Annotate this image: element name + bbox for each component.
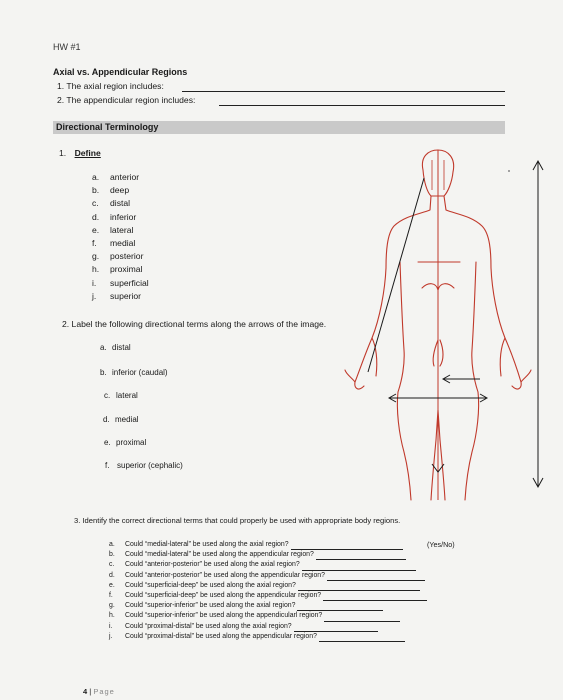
identify-item-key: c.	[109, 561, 115, 569]
identify-answer-blank[interactable]	[302, 563, 416, 571]
identify-answer-blank[interactable]	[316, 552, 406, 560]
identify-item	[109, 601, 427, 611]
define-term-text: superior	[110, 290, 142, 301]
identify-answer-blank[interactable]	[327, 573, 425, 581]
identify-item	[109, 560, 427, 570]
identify-item-text: Could “superior-inferior” be used along the appendicularl region?	[125, 612, 323, 620]
identify-item-text: Could “anterior-posterior” be used along the axial region?	[125, 561, 300, 569]
identify-item-text: Could “medial-lateral” be used along the axial region?	[125, 541, 289, 548]
identify-item	[109, 571, 427, 581]
label-term-key: f.	[105, 461, 110, 470]
page-separator: |	[89, 687, 92, 696]
identify-item-key: h.	[109, 612, 115, 620]
identify-item-key: j.	[109, 632, 113, 640]
yes-no-header: (Yes/No)	[427, 540, 455, 549]
identify-item-text: Could “proximal-distal” be used along the appendicular region?	[125, 632, 317, 640]
define-term-key: j.	[92, 290, 97, 301]
define-term-text: medial	[110, 238, 136, 249]
define-term-text: posterior	[110, 251, 144, 262]
identify-item-text: Could “superficial-deep” be used along the axial region?	[125, 581, 296, 589]
identify-item-text: Could “medial-lateral” be used along the appendicular region?	[125, 551, 314, 559]
page-number: 4	[83, 687, 88, 696]
define-term-key: c.	[92, 198, 99, 209]
define-term-key: f.	[92, 238, 97, 249]
label-question: 2. Label the following directional terms along the arrows of the image.	[62, 319, 327, 329]
label-term-key: e.	[104, 438, 111, 447]
identify-answer-blank[interactable]	[319, 634, 405, 642]
axial-question: 1. The axial region includes:	[57, 81, 164, 91]
identify-item-text: Could “proximal-distal” be used along the axial region?	[125, 622, 292, 630]
homework-title: HW #1	[53, 42, 81, 52]
define-term-text: superficial	[110, 277, 149, 288]
page-footer	[83, 687, 115, 696]
label-term-text: superior (cephalic)	[117, 461, 183, 470]
identify-answer-blank[interactable]	[291, 542, 403, 550]
identify-item-key: f.	[109, 592, 113, 600]
define-term-key: a.	[92, 172, 100, 182]
define-number: 1.	[59, 148, 67, 158]
identify-item	[109, 540, 427, 550]
identify-item	[109, 622, 427, 632]
label-term-key: c.	[104, 391, 111, 400]
define-term-text: distal	[110, 198, 131, 209]
identify-item-key: a.	[109, 541, 115, 548]
define-label: Define	[74, 148, 101, 158]
identify-item-text: Could “superior-inferior” be used along the axial region?	[125, 602, 296, 610]
page-word: Page	[93, 687, 115, 696]
identify-item-key: b.	[109, 551, 115, 559]
define-term-text: lateral	[110, 224, 134, 235]
define-term-key: d.	[92, 211, 100, 222]
define-term-text: inferior	[110, 211, 137, 222]
identify-item	[109, 632, 427, 642]
define-term-text: deep	[110, 185, 130, 196]
identify-item-list	[109, 540, 427, 642]
identify-item-key: d.	[109, 571, 115, 579]
label-term-key: d.	[103, 415, 110, 424]
label-term-key: a.	[100, 343, 107, 352]
identify-item	[109, 581, 427, 591]
define-term-key: e.	[92, 224, 100, 235]
define-term-key: i.	[92, 277, 97, 288]
label-term-text: proximal	[116, 438, 147, 447]
identify-question: 3. Identify the correct directional terms that could properly be used with appropriate body regions.	[74, 516, 401, 525]
label-term-text: medial	[115, 415, 139, 424]
identify-answer-blank[interactable]	[297, 603, 383, 611]
define-term-key: b.	[92, 185, 100, 196]
identify-item-key: g.	[109, 602, 115, 610]
directional-terminology-heading: Directional Terminology	[56, 122, 159, 132]
define-term-text: proximal	[110, 264, 143, 275]
identify-item	[109, 591, 427, 601]
identify-answer-blank[interactable]	[324, 614, 400, 622]
identify-item-text: Could “superficial-deep” be used along the appendicular region?	[125, 592, 322, 600]
define-term-key: g.	[92, 251, 100, 262]
axial-appendicular-heading: Axial vs. Appendicular Regions	[53, 67, 188, 77]
label-term-key: b.	[100, 368, 107, 377]
identify-item-key: i.	[109, 622, 113, 630]
identify-item	[109, 550, 427, 560]
label-term-text: inferior (caudal)	[112, 368, 168, 377]
define-term-text: anterior	[110, 172, 140, 182]
identify-answer-blank[interactable]	[298, 583, 420, 591]
identify-answer-blank[interactable]	[323, 593, 427, 601]
identify-item-text: Could “anterior-posterior” be used along the appendicular region?	[125, 571, 325, 579]
label-term-text: lateral	[116, 391, 138, 400]
identify-item	[109, 611, 427, 621]
appendicular-question: 2. The appendicular region includes:	[57, 95, 196, 105]
label-term-text: distal	[112, 343, 131, 352]
identify-answer-blank[interactable]	[294, 624, 378, 632]
define-term-key: h.	[92, 264, 100, 275]
identify-item-key: e.	[109, 581, 115, 589]
